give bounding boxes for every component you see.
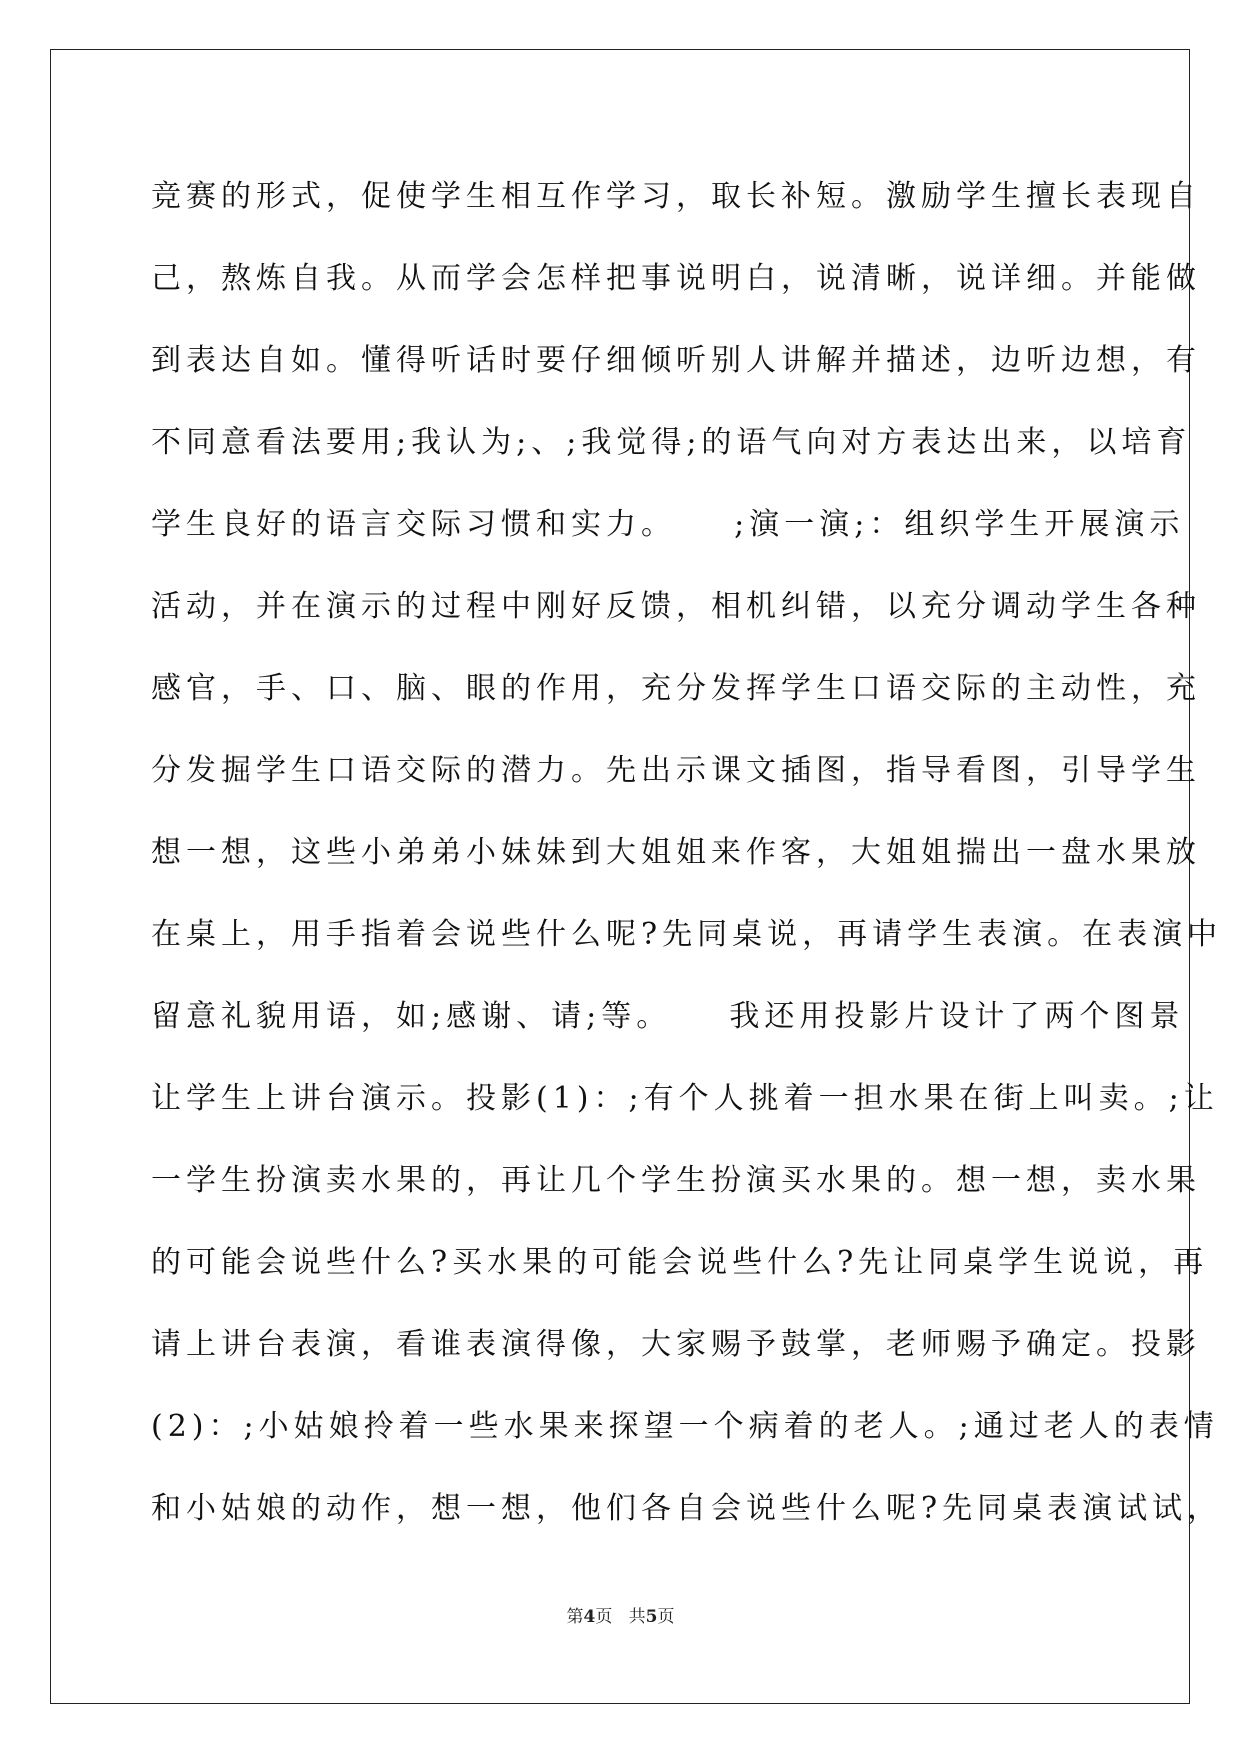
text-line: 分发掘学生口语交际的潜力。先出示课文插图，指导看图，引导学生 bbox=[151, 753, 1201, 788]
page-prefix: 第 bbox=[566, 1607, 584, 1627]
text-line: 己，熬炼自我。从而学会怎样把事说明白，说清晰，说详细。并能做 bbox=[151, 261, 1201, 296]
text-line: 的可能会说些什么?买水果的可能会说些什么?先让同桌学生说说，再 bbox=[151, 1245, 1209, 1280]
text-line: 到表达自如。懂得听话时要仔细倾听别人讲解并描述，边听边想，有 bbox=[151, 343, 1201, 378]
text-line: 请上讲台表演，看谁表演得像，大家赐予鼓掌，老师赐予确定。投影 bbox=[151, 1327, 1201, 1362]
page-footer bbox=[0, 1602, 1241, 1627]
text-line: 不同意看法要用;我认为;、;我觉得;的语气向对方表达出来，以培育 bbox=[151, 425, 1192, 460]
text-line: 学生良好的语言交际习惯和实力。 ;演一演;：组织学生开展演示 bbox=[151, 507, 1185, 542]
text-line: 活动，并在演示的过程中刚好反馈，相机纠错，以充分调动学生各种 bbox=[151, 589, 1201, 624]
text-line: 竞赛的形式，促使学生相互作学习，取长补短。激励学生擅长表现自 bbox=[151, 179, 1201, 214]
body-text bbox=[151, 156, 1223, 1550]
total-pages: 5 bbox=[645, 1607, 658, 1627]
page-number: 4 bbox=[583, 1607, 596, 1627]
total-prefix: 共 bbox=[628, 1607, 646, 1627]
text-line: 让学生上讲台演示。投影(1)：;有个人挑着一担水果在街上叫卖。;让 bbox=[151, 1081, 1219, 1116]
text-line: 一学生扮演卖水果的，再让几个学生扮演买水果的。想一想，卖水果 bbox=[151, 1163, 1201, 1198]
text-line: 在桌上，用手指着会说些什么呢?先同桌说，再请学生表演。在表演中 bbox=[151, 917, 1223, 952]
text-line: 感官，手、口、脑、眼的作用，充分发挥学生口语交际的主动性，充 bbox=[151, 671, 1201, 706]
text-line: 想一想，这些小弟弟小妹妹到大姐姐来作客，大姐姐揣出一盘水果放 bbox=[151, 835, 1201, 870]
page-suffix: 页 bbox=[595, 1607, 613, 1627]
text-line: 和小姑娘的动作，想一想，他们各自会说些什么呢?先同桌表演试试， bbox=[151, 1491, 1223, 1526]
text-line: 留意礼貌用语，如;感谢、请;等。 我还用投影片设计了两个图景 bbox=[151, 999, 1185, 1034]
text-line: (2)：;小姑娘拎着一些水果来探望一个病着的老人。;通过老人的表情 bbox=[151, 1409, 1219, 1444]
total-suffix: 页 bbox=[657, 1607, 675, 1627]
